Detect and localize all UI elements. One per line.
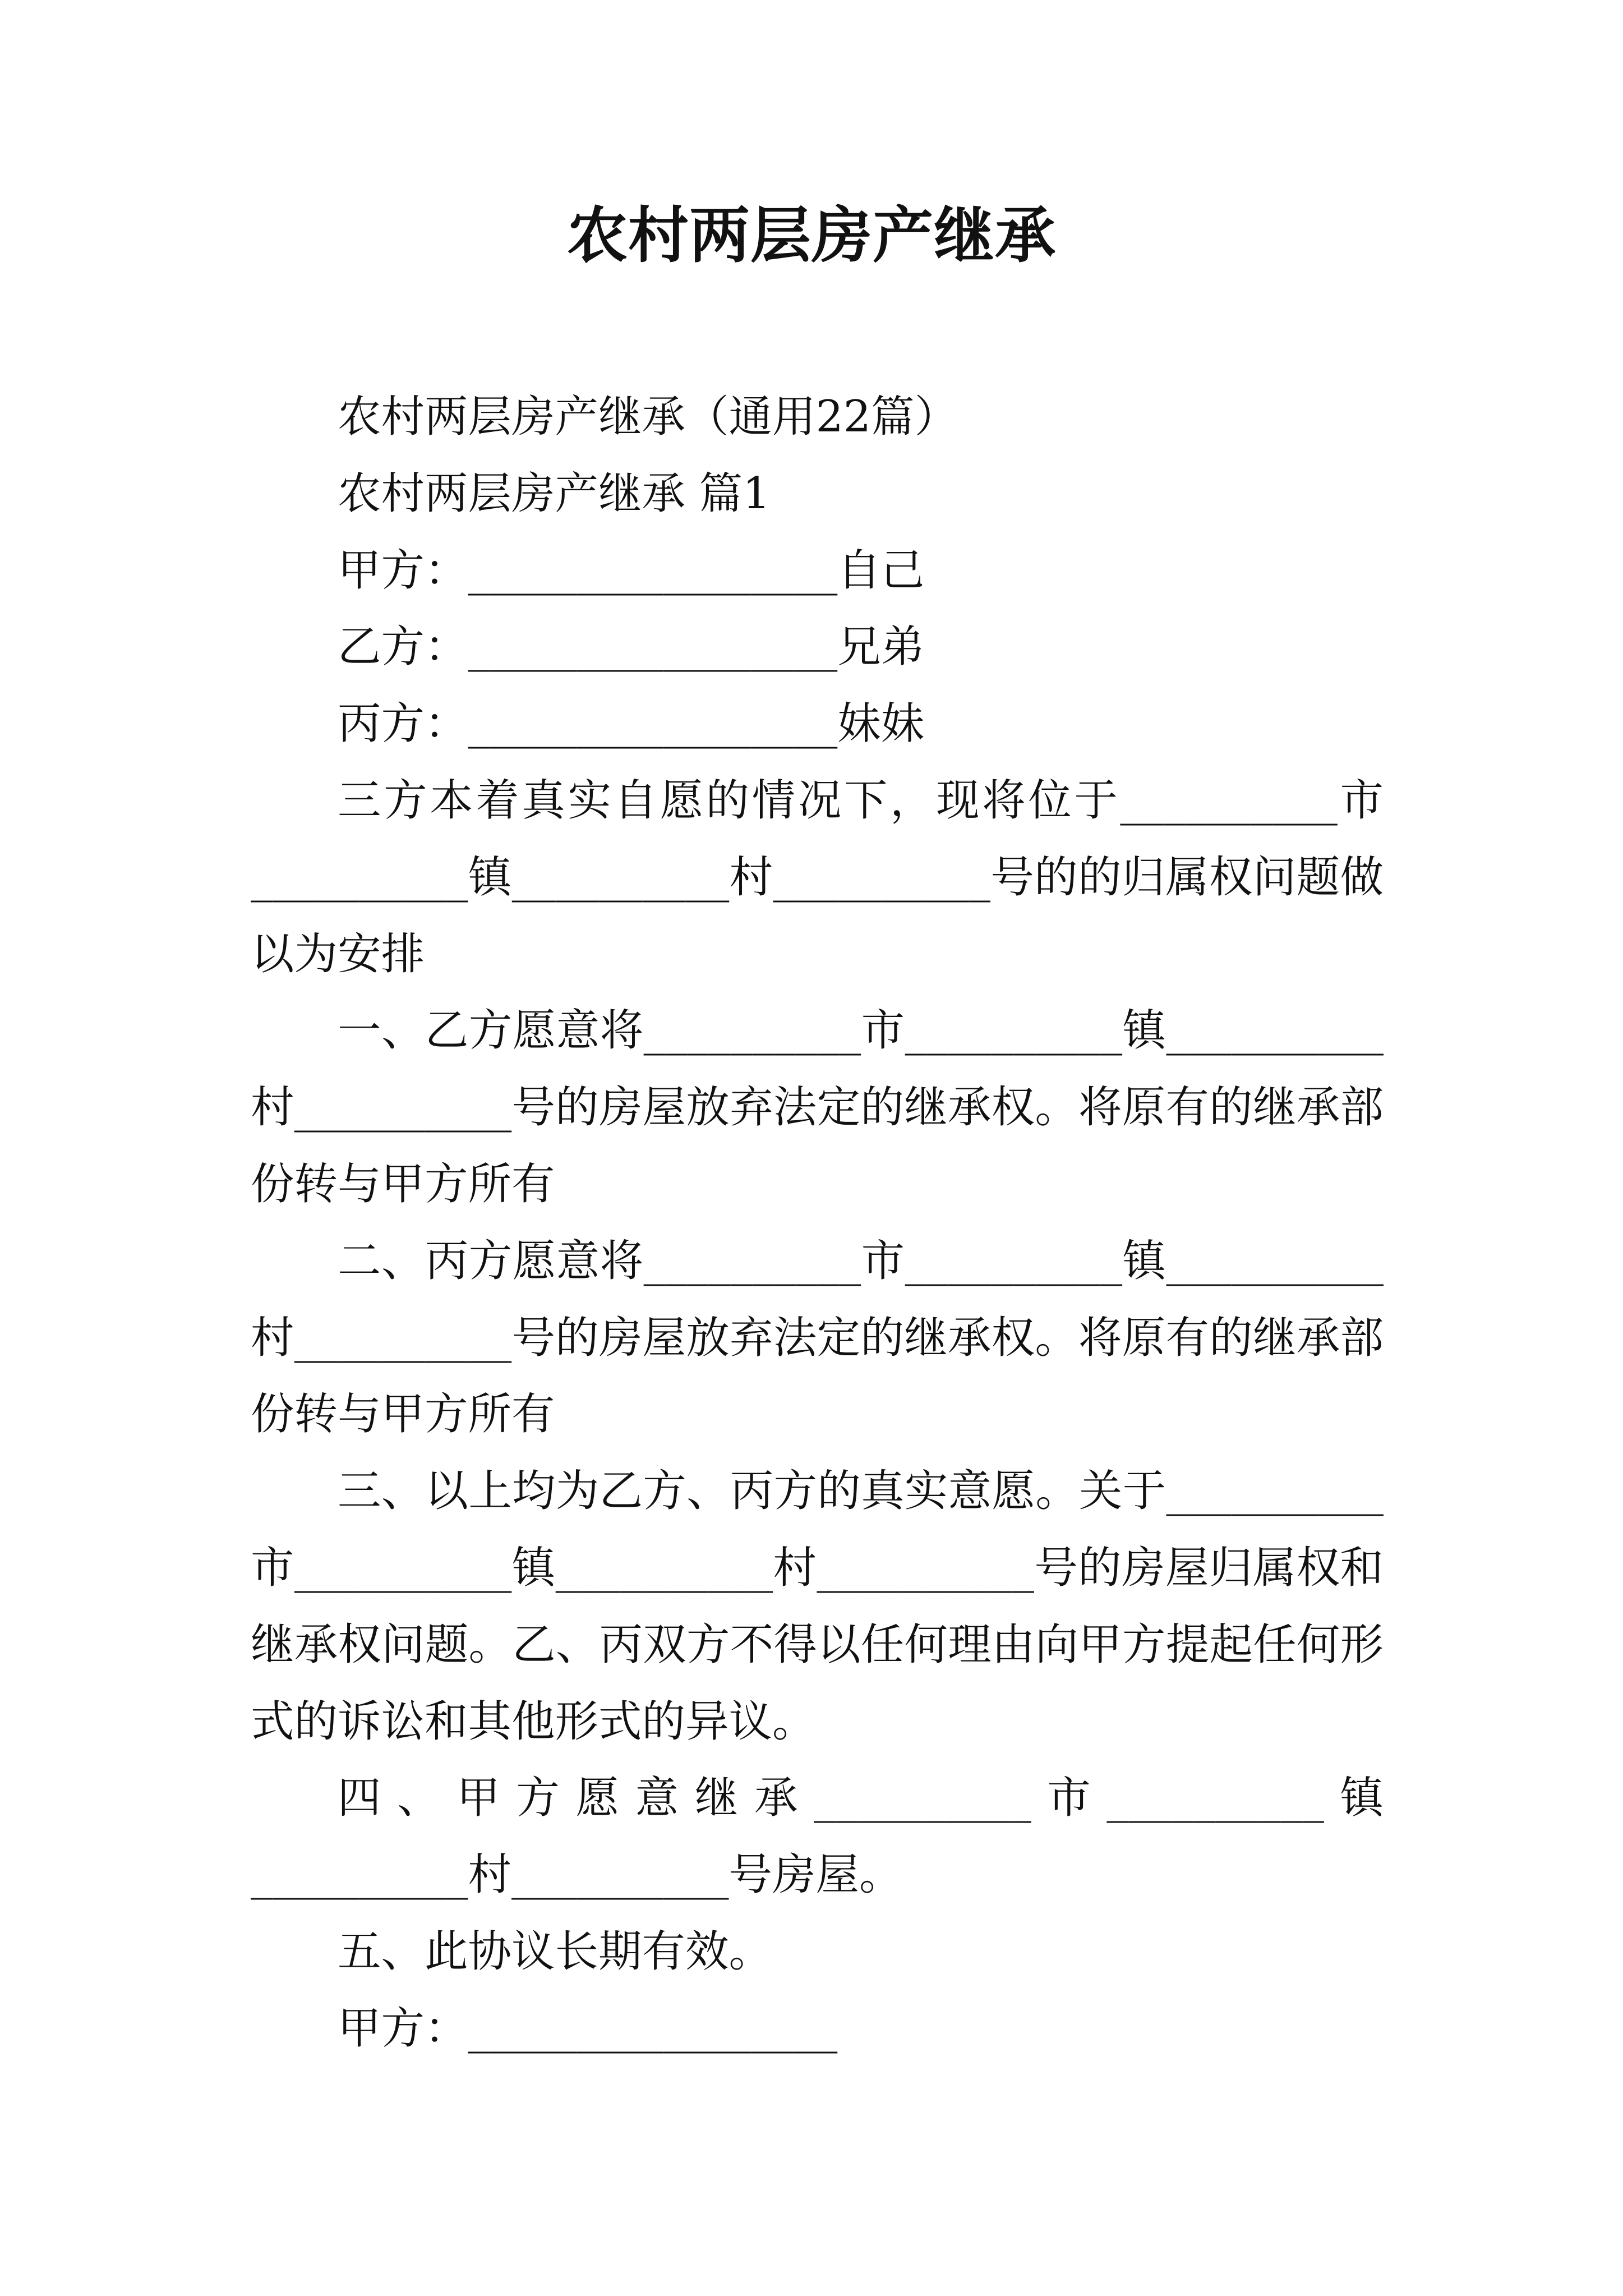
- paragraph: [251, 455, 1384, 532]
- text-line: 继承权问题。乙、丙双方不得以任何理由向甲方提起任何形: [251, 1619, 1384, 1670]
- text-line: 三方本着真实自愿的情况下，现将位于__________市: [338, 775, 1384, 826]
- paragraph: [251, 762, 1384, 992]
- text-line: 丙方：_________________妹妹: [338, 698, 925, 749]
- text-line: 三、以上均为乙方、丙方的真实意愿。关于__________: [338, 1466, 1384, 1517]
- text-line: 农村两层房产继承（通用22篇）: [338, 392, 958, 442]
- text-line: 份转与甲方所有: [251, 1389, 555, 1440]
- paragraph: [251, 379, 1384, 455]
- paragraph: [251, 1223, 1384, 1453]
- text-line: 村__________号的房屋放弃法定的继承权。将原有的继承部: [251, 1082, 1384, 1133]
- paragraph: [251, 1913, 1384, 1990]
- text-line: 以为安排: [251, 928, 425, 979]
- text-line: 甲方：_________________自己: [338, 545, 925, 596]
- paragraph: [251, 1453, 1384, 1760]
- text-line: 四、甲方愿意继承__________市__________镇: [338, 1773, 1384, 1824]
- text-line: 份转与甲方所有: [251, 1158, 555, 1209]
- paragraph: [251, 609, 1384, 685]
- text-line: 农村两层房产继承 篇1: [338, 468, 771, 519]
- text-line: 五、此协议长期有效。: [338, 1926, 773, 1977]
- document-title: 农村两层房产继承: [566, 200, 1056, 271]
- text-line: 乙方：_________________兄弟: [338, 622, 925, 673]
- paragraph: [251, 532, 1384, 609]
- text-line: __________村__________号房屋。: [251, 1849, 903, 1901]
- text-line: __________镇__________村__________号的的归属权问题做: [251, 852, 1384, 903]
- text-line: 甲方：_________________: [338, 2003, 838, 2054]
- text-line: 市__________镇__________村__________号的房屋归属权和: [251, 1542, 1384, 1593]
- text-line: 村__________号的房屋放弃法定的继承权。将原有的继承部: [251, 1312, 1384, 1363]
- text-line: 二、丙方愿意将__________市__________镇__________: [338, 1235, 1384, 1286]
- text-line: 式的诉讼和其他形式的异议。: [251, 1696, 816, 1747]
- paragraph: [251, 992, 1384, 1222]
- text-line: 一、乙方愿意将__________市__________镇__________: [338, 1005, 1384, 1056]
- paragraph: [251, 1760, 1384, 1913]
- paragraph: [251, 685, 1384, 762]
- document-body: [251, 379, 1384, 2067]
- paragraph: [251, 1990, 1384, 2067]
